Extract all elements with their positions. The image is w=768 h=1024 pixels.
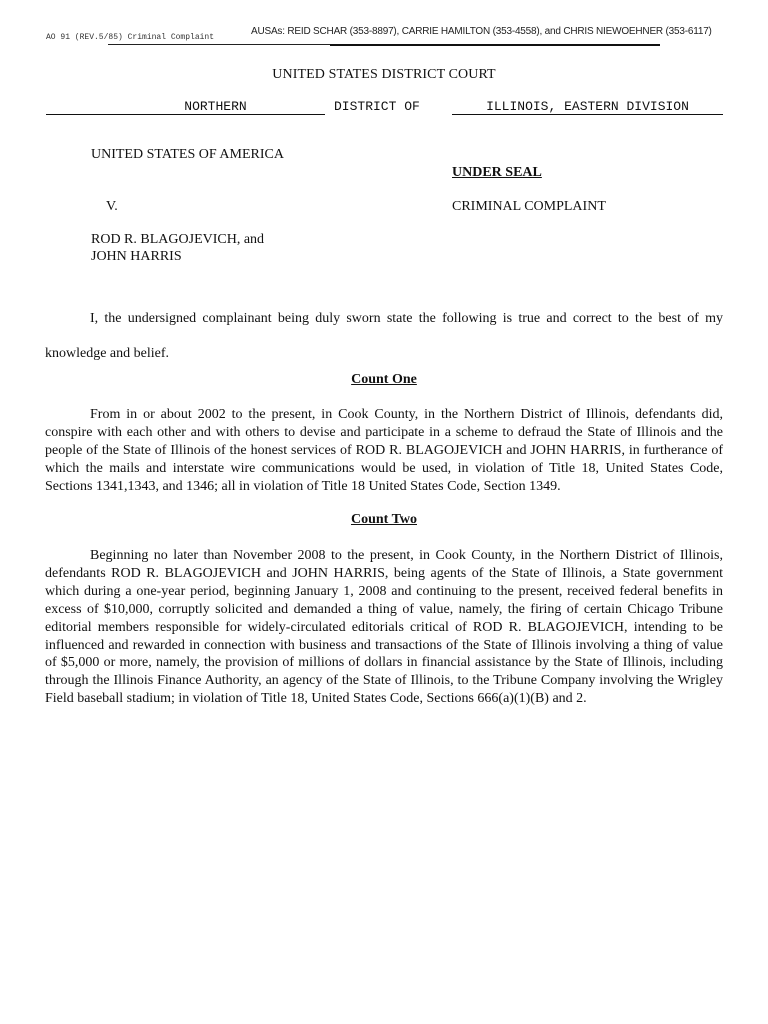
- intro-paragraph: I, the undersigned complainant being duly sworn state the following is true and correct to the best of my knowledge and belief.: [45, 311, 723, 361]
- count-one-text: From in or about 2002 to the present, in Cook County, in the Northern District of Illinois, defendants did, conspire with each other and with others to devise and participate in a scheme to defraud the State of Illinois and the people of the State of Illinois of the honest services of ROD R. BLAGOJEVICH and JOHN HARRIS, in furtherance of which the mails and interstate wire communications would be used, in violation of Title 18, United States Code, Sections 1341,1343, and 1346; all in violation of Title 18 United States Code, Section 1349.: [45, 407, 723, 494]
- count-one-heading: Count One: [351, 372, 417, 387]
- count-two-heading: Count Two: [350, 512, 417, 527]
- district-right: ILLINOIS, EASTERN DIVISION: [452, 99, 723, 115]
- count-two-text: Beginning no later than November 2008 to the present, in Cook County, in the Northern District of Illinois, defendants ROD R. BLAGOJEVICH and JOHN HARRIS, being agents of the State of Illinois, a State government which during a one-year period, beginning January 1, 2008 and continuing to the present, received federal benefits in excess of $10,000, corruptly solicited and demanded a thing of value, namely, the firing of certain Chicago Tribune editorial members responsible for widely-circulated editorials critical of ROD R. BLAGOJEVICH, intending to be influenced and rewarded in connection with business and transactions of the State of Illinois involving a thing of value of $5,000 or more, namely, the provision of millions of dollars in financial assistance by the State of Illinois, including through the Illinois Finance Authority, an agency of the State of Illinois, to the Tribune Company involving the Wrigley Field baseball stadium; in violation of Title 18, United States Code, Sections 666(a)(1)(B) and 2.: [45, 548, 723, 707]
- ausa-contacts: AUSAs: REID SCHAR (353-8897), CARRIE HAMILTON (353-4558), and CHRIS NIEWOEHNER (353-6117): [251, 26, 712, 37]
- district-left: NORTHERN: [46, 99, 325, 115]
- document-type: CRIMINAL COMPLAINT: [452, 199, 606, 214]
- under-seal-label: UNDER SEAL: [452, 165, 542, 180]
- district-of-label: DISTRICT OF: [334, 99, 420, 114]
- versus-label: V.: [106, 199, 118, 214]
- defendant-2: JOHN HARRIS: [91, 249, 182, 264]
- defendant-1: ROD R. BLAGOJEVICH, and: [91, 232, 265, 247]
- district-line: [46, 99, 723, 117]
- plaintiff-name: UNITED STATES OF AMERICA: [91, 147, 284, 162]
- header-rule-thick: [330, 44, 660, 46]
- court-name: UNITED STATES DISTRICT COURT: [272, 67, 496, 82]
- form-identifier: AO 91 (REV.5/85) Criminal Complaint: [46, 33, 215, 42]
